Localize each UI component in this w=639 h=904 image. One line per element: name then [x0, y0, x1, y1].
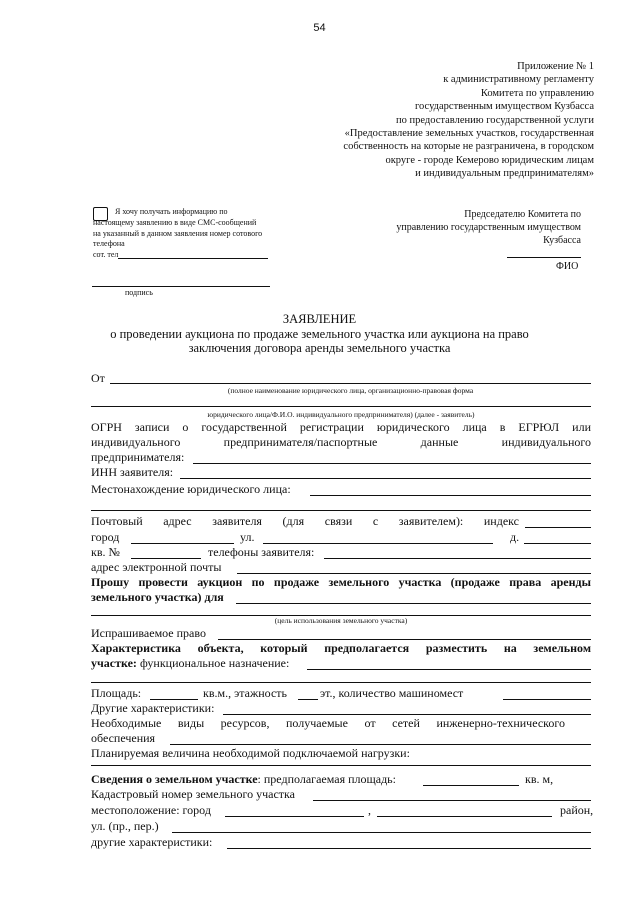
addressee-name-field[interactable]	[507, 257, 581, 258]
cadastral-label: Кадастровый номер земельного участка	[91, 787, 295, 801]
addressee-line: Кузбасса	[543, 235, 581, 246]
phones-field[interactable]	[324, 558, 591, 559]
land-info-text: : предполагаемая площадь:	[257, 772, 396, 786]
city-label: город	[91, 530, 120, 544]
postal-label: Почтовый адрес заявителя (для связи с заявителем): индекс	[91, 514, 519, 528]
object-text: Характеристика объекта, который предполагается разместить на земельном	[91, 641, 591, 655]
signature-field[interactable]	[92, 286, 270, 287]
land-unit: кв. м,	[525, 772, 554, 786]
sms-text: телефона	[93, 239, 125, 249]
request-text: земельного участка) для	[91, 590, 224, 604]
street2-label: ул. (пр., пер.)	[91, 819, 159, 833]
title-main: ЗАЯВЛЕНИЕ	[282, 312, 357, 326]
appendix-line: собственность на которые не разграничена, в городском	[343, 141, 594, 153]
area-label: Площадь:	[91, 686, 142, 700]
street-label: ул.	[240, 530, 255, 544]
object-text: функциональное назначение:	[139, 656, 290, 670]
apt-field[interactable]	[131, 558, 201, 559]
resources-text: Необходимые виды ресурсов, получаемые от сетей инженерно-технического	[91, 716, 565, 730]
postal-index-field[interactable]	[525, 527, 591, 528]
applicant-name-field-2[interactable]	[91, 406, 591, 407]
floors-label: эт., количество машиномест	[320, 686, 464, 700]
purpose-hint: (цель использования земельного участка)	[274, 616, 408, 625]
city2-field[interactable]	[225, 816, 364, 817]
floors-field[interactable]	[298, 699, 318, 700]
area-field[interactable]	[150, 699, 198, 700]
other-field[interactable]	[223, 714, 591, 715]
applicant-name-field[interactable]	[110, 383, 591, 384]
appendix-line: Комитета по управлению	[480, 87, 594, 99]
signature-label: подпись	[125, 288, 153, 297]
house-label: д.	[510, 530, 520, 544]
other-label: Другие характеристики:	[91, 701, 215, 715]
title-sub: о проведении аукциона по продаже земельного участка или аукциона на право	[110, 326, 529, 341]
sms-text: на указанный в данном заявления номер сотового	[93, 228, 263, 238]
comma: ,	[368, 803, 371, 817]
title-sub: заключения договора аренды земельного участка	[188, 341, 451, 355]
location2-label: местоположение: город	[91, 803, 211, 817]
phones-label: телефоны заявителя:	[208, 545, 315, 559]
apt-label: кв. №	[91, 545, 120, 559]
appendix-header	[294, 60, 594, 181]
appendix-line: и индивидуальным предпринимателям»	[415, 168, 594, 180]
ogrn-text: предпринимателя:	[91, 450, 185, 464]
page-number: 54	[313, 22, 326, 34]
from-label: От	[91, 371, 105, 385]
resources-field[interactable]	[170, 744, 591, 745]
sms-text: Я хочу получать информацию по	[115, 207, 228, 216]
appendix-line: округе - городе Кемерово юридическим лицам	[385, 154, 594, 166]
street2-field[interactable]	[172, 832, 591, 833]
load-field[interactable]	[91, 765, 591, 766]
email-field[interactable]	[237, 573, 591, 574]
other2-label: другие характеристики:	[91, 835, 213, 849]
addressee-block	[351, 208, 581, 247]
house-field[interactable]	[524, 543, 591, 544]
from-hint: (полное наименование юридического лица, организационно-правовая форма	[227, 386, 474, 395]
district-field[interactable]	[377, 816, 552, 817]
parking-field[interactable]	[503, 699, 591, 700]
request-text: Прошу провести аукцион по продаже земельного участка (продаже права аренды	[91, 575, 591, 589]
function-field[interactable]	[307, 669, 591, 670]
ogrn-text: индивидуального предпринимателя/паспортные данные индивидуального	[91, 435, 591, 449]
object-text-bold: участке:	[91, 656, 137, 670]
district-label: район,	[560, 803, 594, 817]
appendix-line: «Предоставление земельных участков, государственная	[344, 128, 594, 140]
sms-text: настоящему заявлению в виде СМС-сообщений	[93, 217, 257, 227]
location-label: Местонахождение юридического лица:	[91, 482, 291, 496]
appendix-line: по предоставлению государственной услуги	[396, 114, 594, 126]
resources-text: обеспечения	[91, 731, 156, 745]
phone-label: сот. тел	[93, 250, 119, 260]
appendix-line: Приложение № 1	[517, 61, 594, 72]
land-area-field[interactable]	[423, 785, 519, 786]
email-label: адрес электронной почты	[91, 560, 222, 574]
addressee-line: Председателю Комитета по	[464, 209, 581, 220]
ogrn-text: ОГРН записи о государственной регистрации юридического лица в ЕГРЮЛ или	[91, 420, 591, 434]
location-field[interactable]	[310, 495, 591, 496]
inn-field[interactable]	[180, 478, 591, 479]
appendix-line: государственным имуществом Кузбасса	[415, 101, 594, 113]
right-label: Испрашиваемое право	[91, 626, 206, 640]
phone-field[interactable]	[118, 258, 268, 259]
document-title	[0, 312, 639, 356]
fio-label: ФИО	[556, 261, 579, 272]
ogrn-field[interactable]	[193, 463, 591, 464]
inn-label: ИНН заявителя:	[91, 465, 174, 479]
appendix-line: к административному регламенту	[443, 74, 594, 86]
other2-field[interactable]	[227, 848, 591, 849]
function-field-2[interactable]	[91, 682, 591, 683]
sqm-label: кв.м., этажность	[203, 686, 288, 700]
purpose-field[interactable]	[236, 603, 591, 604]
right-field[interactable]	[218, 639, 591, 640]
cadastral-field[interactable]	[313, 800, 591, 801]
location-field-2[interactable]	[91, 510, 591, 511]
street-field[interactable]	[263, 543, 493, 544]
city-field[interactable]	[131, 543, 234, 544]
load-label: Планируемая величина необходимой подключаемой нагрузки:	[91, 746, 410, 760]
land-info-bold: Сведения о земельном участке	[91, 772, 258, 786]
from-hint-2: юридического лица/Ф.И.О. индивидуального предпринимателя) (далее - заявитель)	[207, 410, 475, 419]
addressee-line: управлению государственным имуществом	[396, 222, 581, 233]
sms-consent	[93, 207, 283, 261]
